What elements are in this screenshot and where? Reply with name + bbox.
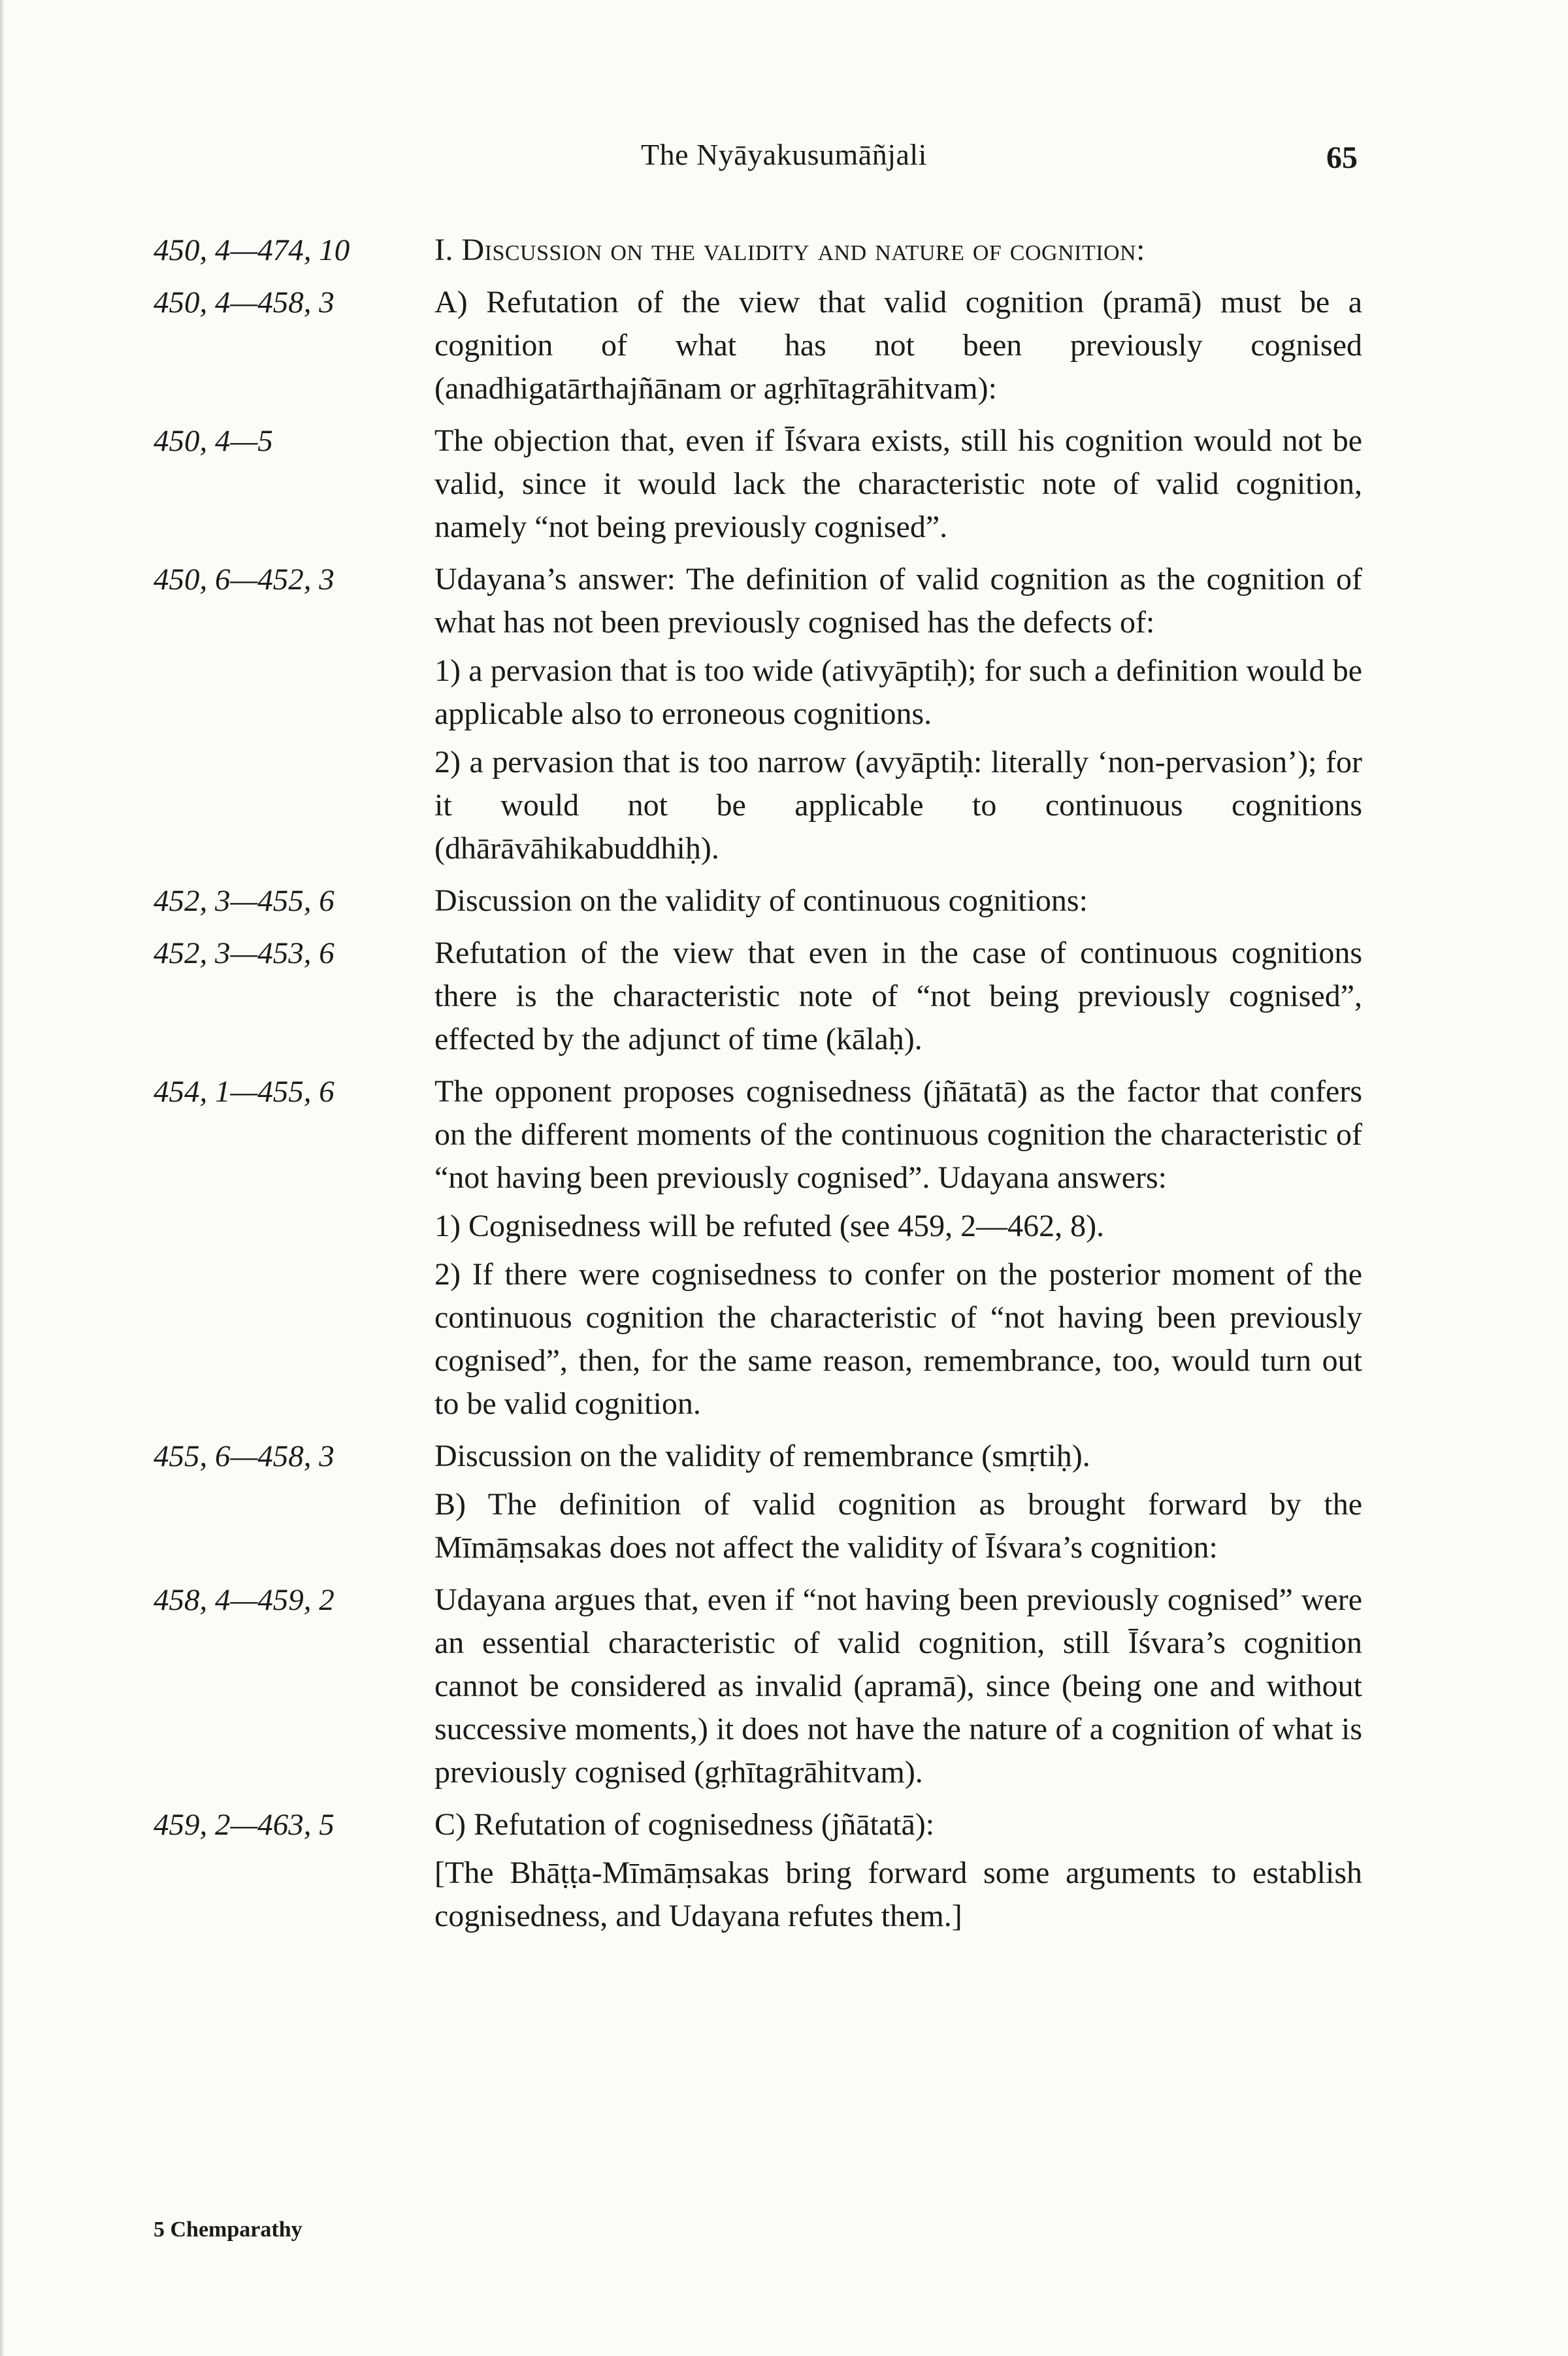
entry-paragraph: A) Refutation of the view that valid cognition (pramā) must be a cognition of what has not been previously cognised (anadhigatārthajñānam or agṛhītagrāhitvam): bbox=[434, 285, 1362, 406]
entry-body bbox=[434, 1070, 1362, 1426]
entry-paragraph: Udayana’s answer: The definition of valid cognition as the cognition of what has not been previously cognised has the defects of: bbox=[434, 562, 1362, 640]
entry-body bbox=[434, 1803, 1362, 1938]
entry-paragraph: 2) If there were cognisedness to confer on the posterior moment of the continuous cognition the characteristic of “not having been previously cognised”, then, for the same reason, remembrance, too, would turn out to be valid cognition. bbox=[434, 1257, 1362, 1421]
reference-range: 458, 4—459, 2 bbox=[154, 1583, 335, 1617]
synopsis-entry bbox=[0, 932, 1568, 1061]
entry-paragraph: B) The definition of valid cognition as brought forward by the Mīmāṃsakas does not affect the validity of Īśvara’s cognition: bbox=[434, 1487, 1362, 1565]
entry-paragraph: 1) Cognisedness will be refuted (see 459, 2—462, 8). bbox=[434, 1209, 1105, 1243]
reference-range: 452, 3—455, 6 bbox=[154, 884, 335, 918]
signature-mark: 5 Chemparathy bbox=[154, 2217, 302, 2242]
page-number: 65 bbox=[1326, 140, 1358, 175]
synopsis-entry bbox=[0, 1435, 1568, 1569]
entry-paragraph: Discussion on the validity of continuous cognitions: bbox=[434, 883, 1088, 918]
running-header-title: The Nyāyakusumāñjali bbox=[641, 138, 927, 171]
entry-paragraph: 1) a pervasion that is too wide (ativyāptiḥ); for such a definition would be applicable also to erroneous cognitions. bbox=[434, 653, 1362, 731]
entry-list bbox=[0, 281, 1568, 1938]
reference-range: 450, 4—5 bbox=[154, 424, 273, 458]
reference-range: 455, 6—458, 3 bbox=[154, 1439, 335, 1473]
synopsis-entry bbox=[0, 1579, 1568, 1794]
section-heading-text: Discussion on the validity and nature of cognition: bbox=[461, 233, 1145, 267]
entry-body bbox=[434, 932, 1362, 1061]
entry-body bbox=[434, 419, 1362, 549]
synopsis-entry bbox=[0, 879, 1568, 923]
entry-body bbox=[434, 229, 1362, 272]
entry-paragraph: Refutation of the view that even in the case of continuous cognitions there is the characteristic note of “not being previously cognised”, effected by the adjunct of time (kālaḥ). bbox=[434, 936, 1362, 1056]
reference-range: 452, 3—453, 6 bbox=[154, 936, 335, 970]
entry-paragraph: C) Refutation of cognisedness (jñātatā): bbox=[434, 1807, 935, 1842]
synopsis-entries bbox=[0, 229, 1568, 1947]
entry-paragraph: The opponent proposes cognisedness (jñātatā) as the factor that confers on the different moments of the continuous cognition the characteristic of “not having been previously cognised”. Udayana answers: bbox=[434, 1074, 1362, 1195]
entry-paragraph: [The Bhāṭṭa-Mīmāṃsakas bring forward some arguments to establish cognisedness, and Udayana refutes them.] bbox=[434, 1856, 1362, 1933]
section-number: I. bbox=[434, 233, 453, 267]
entry-body bbox=[434, 879, 1362, 923]
entry-body bbox=[434, 1435, 1362, 1569]
synopsis-entry bbox=[0, 558, 1568, 870]
synopsis-entry bbox=[0, 419, 1568, 549]
entry-paragraph: Discussion on the validity of remembrance (smṛtiḥ). bbox=[434, 1439, 1090, 1473]
section-heading-entry bbox=[0, 229, 1568, 272]
reference-range: 450, 4—474, 10 bbox=[154, 233, 350, 267]
entry-paragraph: 2) a pervasion that is too narrow (avyāptiḥ: literally ‘non-pervasion’); for it would not be applicable to continuous cognitions (dhārāvāhikabuddhiḥ). bbox=[434, 745, 1362, 866]
reference-range: 454, 1—455, 6 bbox=[154, 1075, 335, 1109]
entry-paragraph: The objection that, even if Īśvara exists, still his cognition would not be valid, since it would lack the characteristic note of valid cognition, namely “not being previously cognised”. bbox=[434, 423, 1362, 544]
synopsis-entry bbox=[0, 1803, 1568, 1938]
reference-range: 450, 4—458, 3 bbox=[154, 286, 335, 319]
entry-body bbox=[434, 1579, 1362, 1794]
synopsis-entry bbox=[0, 281, 1568, 410]
reference-range: 459, 2—463, 5 bbox=[154, 1808, 335, 1842]
section-heading bbox=[434, 229, 1362, 272]
entry-paragraph: Udayana argues that, even if “not having been previously cognised” were an essential characteristic of valid cognition, still Īśvara’s cognition cannot be considered as invalid (apramā), since (being one and without successive moments,) it does not have the nature of a cognition of what is previously cognised (gṛhītagrāhitvam). bbox=[434, 1582, 1362, 1790]
entry-body bbox=[434, 281, 1362, 410]
reference-range: 450, 6—452, 3 bbox=[154, 563, 335, 597]
synopsis-entry bbox=[0, 1070, 1568, 1426]
entry-body bbox=[434, 558, 1362, 870]
